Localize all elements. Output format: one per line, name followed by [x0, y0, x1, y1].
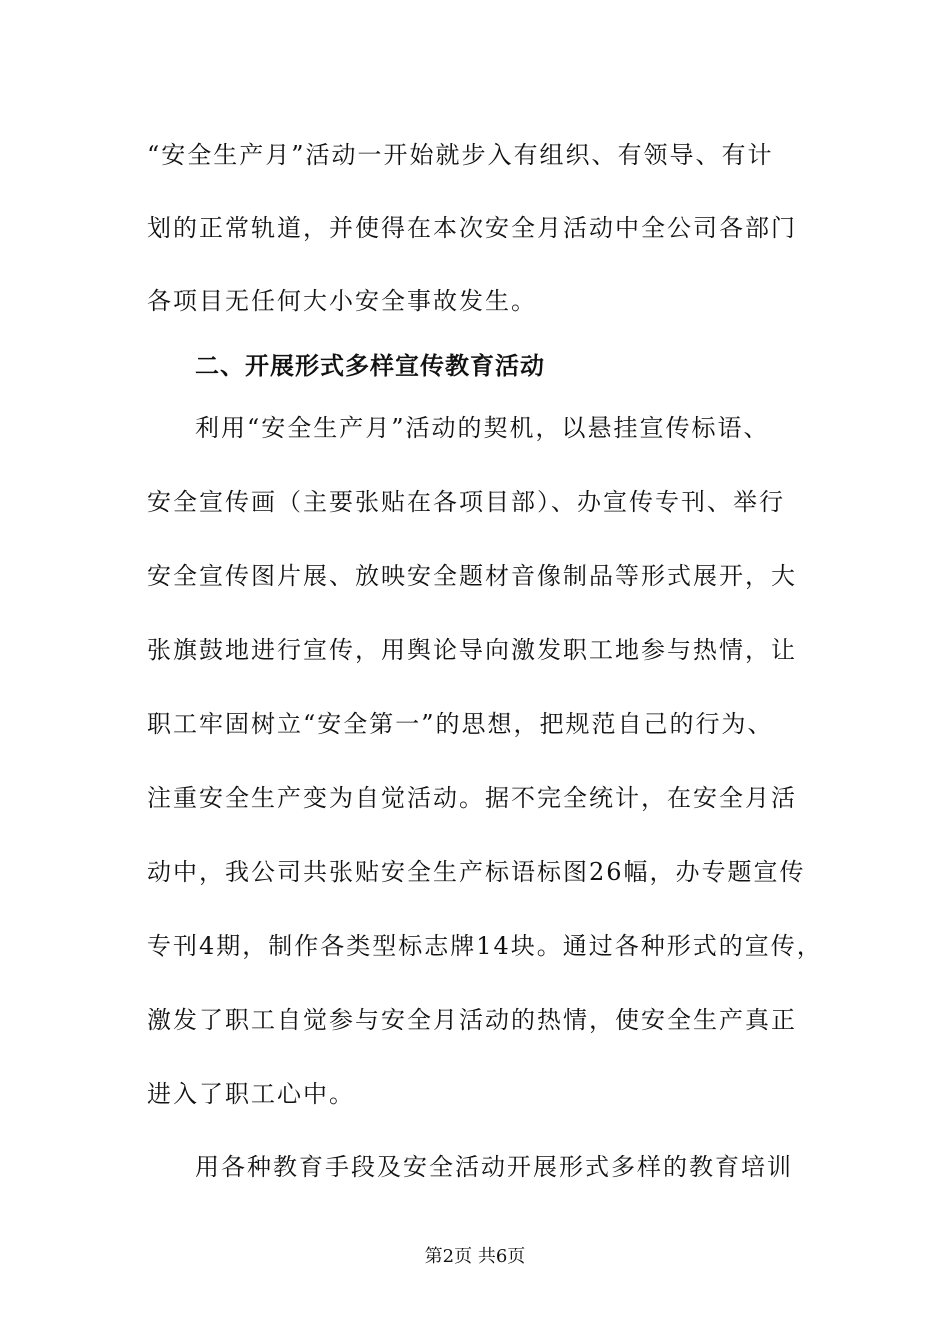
paragraph-line: “安全生产月”活动一开始就步入有组织、有领导、有计: [147, 141, 774, 169]
paragraph-line: 张旗鼓地进行宣传，用舆论导向激发职工地参与热情，让: [147, 636, 797, 664]
paragraph-line: 安全宣传画（主要张贴在各项目部）、办宣传专刊、举行: [147, 488, 785, 516]
paragraph-line: 激发了职工自觉参与安全月活动的热情，使安全生产真正: [147, 1006, 797, 1034]
page-footer: 第2页 共6页: [424, 1246, 526, 1267]
paragraph-line: 安全宣传图片展、放映安全题材音像制品等形式展开，大: [147, 562, 797, 590]
paragraph-line: 专刊4期，制作各类型标志牌14块。通过各种形式的宣传，: [147, 932, 823, 960]
paragraph-line: 进入了职工心中。: [147, 1080, 355, 1108]
paragraph-line: 划的正常轨道，并使得在本次安全月活动中全公司各部门: [147, 214, 797, 242]
paragraph-line: 职工牢固树立“安全第一”的思想，把规范自己的行为、: [147, 710, 774, 738]
paragraph-line: 注重安全生产变为自觉活动。据不完全统计，在安全月活: [147, 784, 797, 812]
section-heading: 二、开展形式多样宣传教育活动: [195, 352, 545, 380]
paragraph-line: 各项目无任何大小安全事故发生。: [147, 287, 537, 315]
paragraph-line: 用各种教育手段及安全活动开展形式多样的教育培训: [195, 1153, 793, 1181]
paragraph-line: 利用“安全生产月”活动的契机，以悬挂宣传标语、: [195, 414, 770, 442]
paragraph-line: 动中，我公司共张贴安全生产标语标图26幅，办专题宣传: [147, 858, 806, 886]
